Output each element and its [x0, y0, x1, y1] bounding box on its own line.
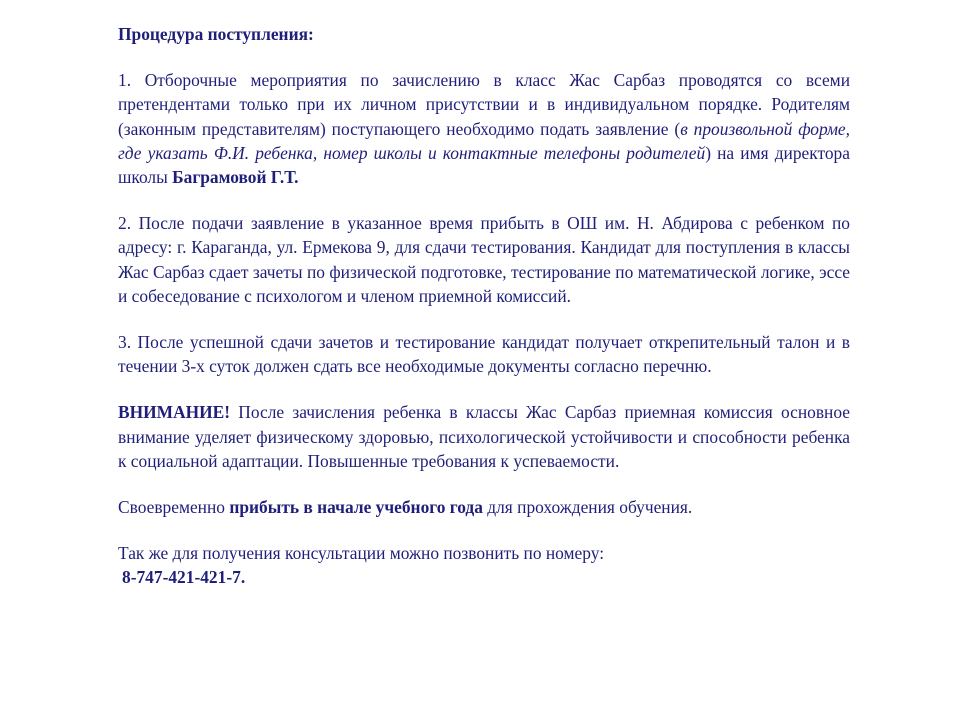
- page-title: [118, 22, 850, 46]
- timely-paragraph: [118, 495, 850, 519]
- step-1-middle: ) на имя директора школы: [118, 142, 850, 188]
- timely-after: для прохождения обучения.: [482, 497, 693, 518]
- phone-number-line: [118, 565, 850, 589]
- timely-bold: прибыть в начале учебного года: [229, 497, 483, 518]
- step-2-paragraph: 2. После подачи заявление в указанное время прибыть в ОШ им. Н. Абдирова с ребенком по адресу: г. Караганда, ул. Ермекова 9, для сдачи тестирования. Кандидат для поступления в классы Жас Сарбаз сдает зачеты по физической подготовке, тестирование по математической логике, эссе и собеседование с психологом и членом приемной комиссий.: [118, 213, 850, 306]
- step-1-text: 1. Отборочные мероприятия по зачислению в класс Жас Сарбаз проводятся со всеми претендентами только при их личном присутствии и в индивидуальном порядке. Родителям (законным представителям) поступающего необходимо подать заявление (: [118, 70, 850, 139]
- title-text: Процедура поступления:: [118, 24, 314, 44]
- consult-paragraph: Так же для получения консультации можно позвонить по номеру:: [118, 543, 605, 564]
- phone-number: 8-747-421-421-7.: [122, 567, 246, 588]
- step-3-paragraph: 3. После успешной сдачи зачетов и тестирование кандидат получает открепительный талон и в течении 3-х суток должен сдать все необходимые документы согласно перечню.: [118, 332, 850, 377]
- director-name: Баграмовой Г.Т.: [172, 167, 299, 188]
- attention-label: ВНИМАНИЕ!: [118, 402, 231, 423]
- timely-before: Своевременно: [118, 497, 230, 518]
- step-1-italic-note: в произвольной форме, где указать Ф.И. ребенка, номер школы и контактные телефоны родителей: [118, 118, 850, 163]
- step-1-paragraph: [118, 68, 850, 189]
- document-page: [118, 22, 850, 590]
- attention-paragraph: [118, 400, 850, 473]
- attention-text: После зачисления ребенка в классы Жас Сарбаз приемная комиссия основное внимание уделяет физическому здоровью, психологической устойчивости и способности ребенка к социальной адаптации. Повышенные требования к успеваемости.: [118, 402, 850, 471]
